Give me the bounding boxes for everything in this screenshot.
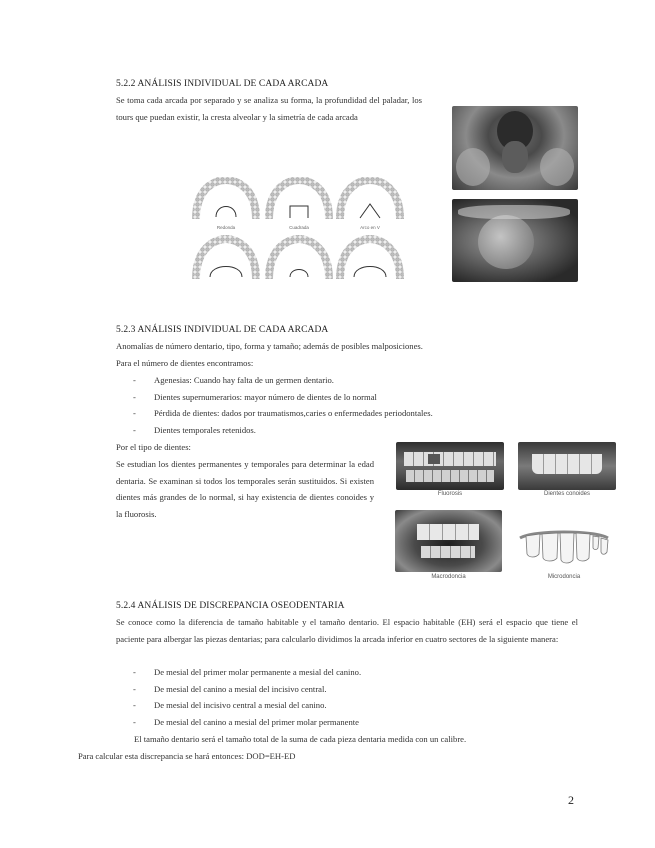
arch-label: Redonda [216,225,236,230]
list-item: - Dientes temporales retenidos. [116,422,433,439]
section-524-line-after: El tamaño dentario será el tamaño total de la suma de cada pieza dentaria medida con un calibre. [134,734,467,744]
arch-lower-2 [269,239,329,279]
section-523-heading: 5.2.3 ANÁLISIS INDIVIDUAL DE CADA ARCADA [116,325,329,335]
arch-v [340,180,400,230]
palate-photo-top [452,106,578,190]
missing-teeth-list [116,372,433,438]
section-522-paragraph: Se toma cada arcada por separado y se analiza su forma, la profundidad del paladar, los tours que puedan existir, la cresta alveolar y la simetría de cada arcada [116,95,422,122]
fluorosis-photo [396,442,504,490]
section-523-line3: Por el tipo de dientes: [116,442,191,452]
macrodontia-photo [395,510,502,572]
list-item: - De mesial del canino a mesial del primer molar permanente [116,714,361,731]
list-item: - De mesial del primer molar permanente a mesial del canino. [116,664,361,681]
page-number: 2 [568,793,574,807]
list-item: - De mesial del incisivo central a mesial del canino. [116,697,361,714]
palate-photo-bottom [452,199,578,282]
section-524-line-last: Para calcular esta discrepancia se hará entonces: DOD=EH-ED [78,751,296,761]
microdontia-illustration [514,512,614,570]
caption-conoid: Dientes conoides [543,491,591,497]
section-523-line1: Anomalías de número dentario, tipo, forma y tamaño; además de posibles malposiciones. [116,341,423,351]
sectors-list [116,664,361,730]
section-523-line2: Para el número de dientes encontramos: [116,358,254,368]
arch-label: Cuadrada [289,225,309,230]
caption-fluorosis: Fluorosis [437,491,463,497]
list-item: - Pérdida de dientes: dados por traumatismos,caries o enfermedades periodontales. [116,405,433,422]
arch-round [196,180,256,230]
caption-microdontia: Microdoncia [547,574,581,580]
caption-macrodontia: Macrodoncia [431,574,466,580]
list-item: - Agenesias: Cuando hay falta de un germen dentario. [116,372,433,389]
section-524-heading: 5.2.4 ANÁLISIS DE DISCREPANCIA OSEODENTARIA [116,601,345,611]
arch-lower-3 [340,239,400,279]
section-524-paragraph: Se conoce como la diferencia de tamaño habitable y el tamaño dentario. El espacio habitable (EH) será el espacio que tiene el paciente para albergar las piezas dentarias; para calcularlo dividimos la arcada inferior en cuatro sectores de la siguiente manera: [116,617,578,644]
arch-square [269,180,329,230]
arch-lower-1 [196,239,256,279]
conoid-teeth-photo [518,442,616,490]
list-item: - Dientes supernumerarios: mayor número de dientes de lo normal [116,389,433,406]
list-item: - De mesial del canino a mesial del incisivo central. [116,681,361,698]
section-522-heading: 5.2.2 ANÁLISIS INDIVIDUAL DE CADA ARCADA [116,79,329,89]
arch-forms-diagram [190,177,406,285]
arch-label: Arco en V [360,225,380,230]
section-523-paragraph: Se estudian los dientes permanentes y temporales para determinar la edad dentaria. Se examinan si todos los temporales serán sustituidos. Si existen dientes más grandes de lo normal, si hay existencia de dientes conoides y la fluorosis. [116,459,374,519]
